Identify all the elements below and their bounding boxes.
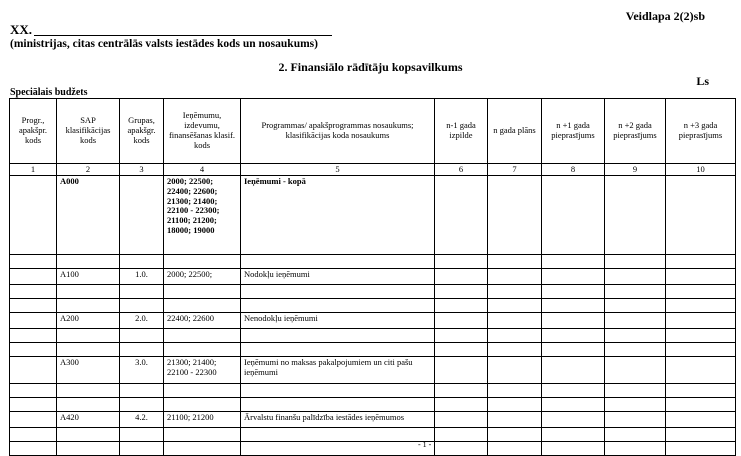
sap-code-cell: A000 [57,176,120,255]
table-cell-empty [605,412,666,428]
table-row-empty [10,343,736,357]
table-cell-empty [57,428,120,442]
column-header-6: n-1 gada izpilde [435,99,488,164]
table-cell-empty [605,442,666,456]
table-cell-empty [241,384,435,398]
table-cell-empty [57,329,120,343]
table-cell-empty [488,442,542,456]
table-cell-empty [488,428,542,442]
table-cell-empty [542,357,605,384]
table-cell-empty [435,442,488,456]
table-cell-empty [666,299,736,313]
table-cell-empty [164,428,241,442]
table-cell-empty [241,442,435,456]
table-cell-empty [435,428,488,442]
table-cell-empty [666,269,736,285]
table-cell-empty [10,285,57,299]
classification-code-cell [164,176,241,255]
table-cell-empty [435,343,488,357]
column-header-3: Grupas, apakšgr. kods [120,99,164,164]
column-header-9: n +2 gada pieprasījums [605,99,666,164]
table-cell-empty [666,313,736,329]
classification-code-line: 2000; 22500; [167,269,213,279]
group-code-cell: 2.0. [120,313,164,329]
table-cell-empty [488,269,542,285]
table-cell-empty [605,299,666,313]
table-cell-empty [666,343,736,357]
classification-code-cell [164,313,241,329]
table-cell-empty [666,428,736,442]
page-title: 2. Finansiālo rādītāju kopsavilkums [278,60,463,74]
table-cell-empty [57,285,120,299]
table-row [10,269,736,285]
table-cell-empty [57,398,120,412]
table-cell-empty [435,299,488,313]
classification-code-line: 21300; 21400; [167,195,218,206]
table-cell-empty [435,398,488,412]
table-cell-empty [666,384,736,398]
column-header-4: Ieņēmumu, izdevumu, finansēšanas klasif. kods [164,99,241,164]
table-cell-empty [10,412,57,428]
table-cell-empty [488,343,542,357]
table-row [10,357,736,384]
table-cell-empty [120,299,164,313]
table-cell-empty [542,299,605,313]
table-cell-empty [605,313,666,329]
table-cell-empty [666,176,736,255]
group-code-cell: 1.0. [120,269,164,285]
table-cell-empty [605,357,666,384]
table-cell-empty [542,398,605,412]
column-header-8: n +1 gada pieprasījums [542,99,605,164]
column-number-8: 8 [542,164,605,176]
classification-code-line: 2000; 22500; [167,176,214,186]
classification-code-line: 21100; 21200 [167,412,214,422]
table-cell-empty [10,269,57,285]
classification-code-cell [164,412,241,428]
column-header-7: n gada plāns [488,99,542,164]
table-cell-empty [164,299,241,313]
table-cell-empty [241,428,435,442]
table-header-row [10,99,736,164]
table-cell-empty [57,343,120,357]
column-number-9: 9 [605,164,666,176]
classification-code-line: 22100 - 22300; [167,205,220,216]
table-cell-empty [241,343,435,357]
table-cell-empty [605,428,666,442]
item-name-cell: Nodokļu ieņēmumi [241,269,435,285]
classification-code-line: 22400; 22600; [167,185,218,196]
classification-code-line: 22400; 22600 [167,313,214,323]
table-cell-empty [164,442,241,456]
table-row [10,412,736,428]
group-code-cell: 4.2. [120,412,164,428]
classification-code-line: 21100; 21200; [167,215,217,226]
column-header-1: Progr., apakšpr. kods [10,99,57,164]
table-cell-empty [605,255,666,269]
table-cell-empty [10,357,57,384]
table-cell-empty [120,442,164,456]
table-cell-empty [241,255,435,269]
table-cell-empty [666,329,736,343]
table-cell-empty [10,255,57,269]
table-cell-empty [435,357,488,384]
table-cell-empty [666,412,736,428]
item-name-cell: Nenodokļu ieņēmumi [241,313,435,329]
table-cell-empty [542,313,605,329]
table-cell-empty [542,176,605,255]
column-number-1: 1 [10,164,57,176]
table-cell-empty [666,285,736,299]
table-cell-empty [666,255,736,269]
table-cell-empty [435,412,488,428]
table-row-empty [10,329,736,343]
table-cell-empty [435,269,488,285]
table-cell-empty [605,384,666,398]
table-cell-empty [10,329,57,343]
table-cell-empty [10,313,57,329]
table-row [10,176,736,255]
table-row-empty [10,442,736,456]
table-cell-empty [57,442,120,456]
column-number-2: 2 [57,164,120,176]
table-cell-empty [488,357,542,384]
item-name-cell: Ieņēmumi - kopā [241,176,435,255]
table-row-empty [10,398,736,412]
column-number-4: 4 [164,164,241,176]
classification-code-cell [164,269,241,285]
item-name-cell: Ieņēmumi no maksas pakalpojumiem un citi pašu ieņēmumi [241,357,435,384]
page-number: - 1 - [418,440,432,449]
table-cell-empty [10,299,57,313]
table-cell-empty [164,285,241,299]
group-code-cell: 3.0. [120,357,164,384]
table-cell-empty [542,428,605,442]
table-cell-empty [488,285,542,299]
table-row-empty [10,384,736,398]
table-cell-empty [10,343,57,357]
table-cell-empty [542,285,605,299]
table-cell-empty [605,176,666,255]
table-cell-empty [164,384,241,398]
table-cell-empty [605,398,666,412]
xx-label: XX. [10,22,33,37]
table-cell-empty [435,329,488,343]
sap-code-cell: A200 [57,313,120,329]
table-cell-empty [435,255,488,269]
column-number-7: 7 [488,164,542,176]
table-cell-empty [120,329,164,343]
table-cell-empty [605,343,666,357]
table-row-empty [10,428,736,442]
table-cell-empty [164,255,241,269]
financial-summary-table [9,98,736,456]
table-cell-empty [57,384,120,398]
form-id: Veidlapa 2(2)sb [625,9,705,23]
currency-label: Ls [696,74,709,88]
table-row-empty [10,255,736,269]
table-cell-empty [605,329,666,343]
sap-code-cell: A100 [57,269,120,285]
table-cell-empty [10,428,57,442]
budget-type-label: Speciālais budžets [10,87,88,98]
table-cell-empty [57,255,120,269]
table-cell-empty [10,442,57,456]
table-cell-empty [120,343,164,357]
table-cell-empty [666,398,736,412]
table-cell-empty [241,285,435,299]
table-cell-empty [666,357,736,384]
table-cell-empty [120,285,164,299]
group-code-cell [120,176,164,255]
sap-code-cell: A420 [57,412,120,428]
column-number-10: 10 [666,164,736,176]
item-name-cell: Ārvalstu finanšu palīdzība iestādes ieņēmumos [241,412,435,428]
table-row-empty [10,285,736,299]
table-cell-empty [605,269,666,285]
table-cell-empty [120,384,164,398]
table-cell-empty [10,176,57,255]
table-cell-empty [666,442,736,456]
column-header-2: SAP klasifikācijas kods [57,99,120,164]
table-cell-empty [120,428,164,442]
column-number-row [10,164,736,176]
table-cell-empty [488,255,542,269]
table-cell-empty [10,384,57,398]
table-cell-empty [488,299,542,313]
table-row-empty [10,299,736,313]
column-number-6: 6 [435,164,488,176]
table-cell-empty [488,329,542,343]
classification-code-cell [164,357,241,384]
table-cell-empty [542,442,605,456]
table-row [10,313,736,329]
table-cell-empty [435,313,488,329]
table-cell-empty [488,398,542,412]
table-cell-empty [488,412,542,428]
column-number-5: 5 [241,164,435,176]
table-cell-empty [542,255,605,269]
table-cell-empty [57,299,120,313]
column-number-3: 3 [120,164,164,176]
classification-code-line: 18000; 19000 [167,224,215,235]
table-cell-empty [488,313,542,329]
table-cell-empty [164,343,241,357]
classification-code-line: 21300; 21400; [167,357,217,367]
table-cell-empty [605,285,666,299]
column-header-10: n +3 gada pieprasījums [666,99,736,164]
table-cell-empty [435,285,488,299]
table-cell-empty [488,384,542,398]
table-cell-empty [542,384,605,398]
column-header-5: Programmas/ apakšprogrammas nosaukums; klasifikācijas koda nosaukums [241,99,435,164]
table-cell-empty [120,255,164,269]
sap-code-cell: A300 [57,357,120,384]
table-cell-empty [10,398,57,412]
table-cell-empty [241,398,435,412]
table-cell-empty [164,329,241,343]
table-cell-empty [542,412,605,428]
table-cell-empty [542,329,605,343]
table-cell-empty [542,343,605,357]
table-cell-empty [241,329,435,343]
table-cell-empty [241,299,435,313]
table-cell-empty [542,269,605,285]
table-cell-empty [120,398,164,412]
table-cell-empty [435,384,488,398]
ministry-label: (ministrijas, citas centrālās valsts iestādes kods un nosaukums) [10,38,318,50]
table-cell-empty [435,176,488,255]
table-cell-empty [164,398,241,412]
ministry-underline [34,35,332,36]
table-cell-empty [488,176,542,255]
classification-code-line: 22100 - 22300 [167,366,217,377]
